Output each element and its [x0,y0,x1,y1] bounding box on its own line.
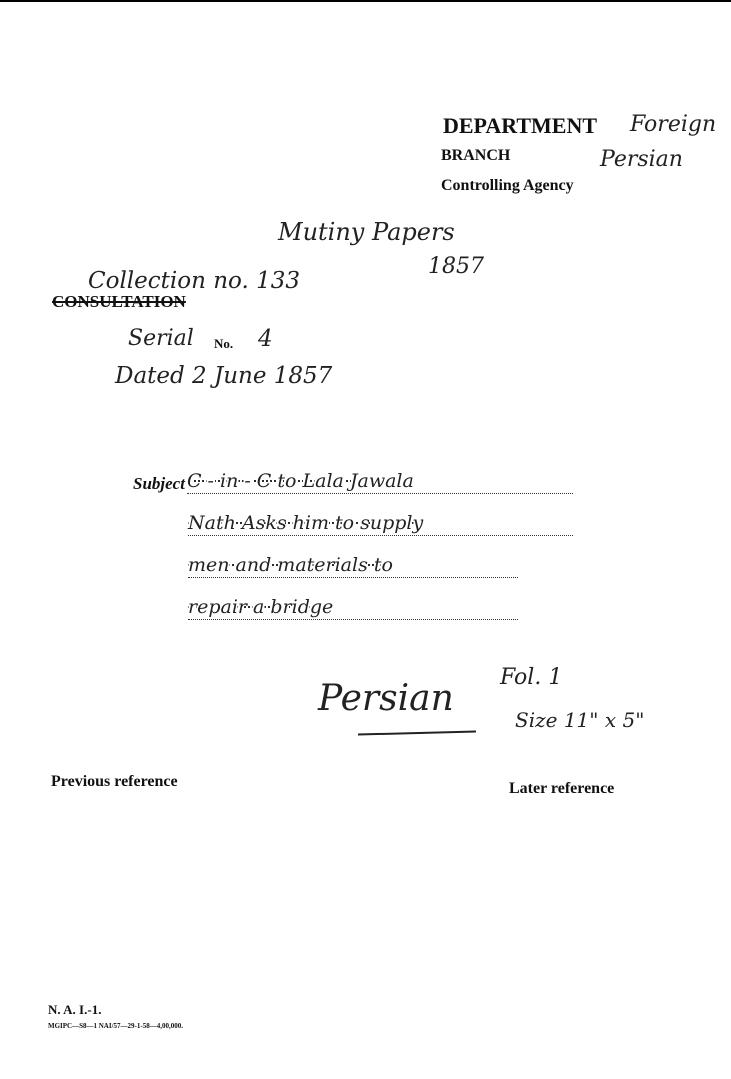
top-border [0,0,731,2]
subject-text-1: C - in - C to Lala Jawala [187,470,573,494]
subject-block [133,452,573,620]
branch-label: BRANCH [441,147,511,164]
subject-text-4: repair a bridge [188,596,518,620]
dated-line: Dated 2 June 1857 [115,363,333,389]
title-note-line1: Mutiny Papers [278,218,455,246]
footer-code: N. A. I.-1. [48,1002,102,1017]
department-value: Foreign [630,112,717,137]
branch-value: Persian [600,147,683,172]
language-underline [358,730,476,735]
department-label: DEPARTMENT [443,113,598,138]
serial-value: 4 [258,326,273,352]
controlling-agency-label: Controlling Agency [441,177,574,194]
subject-line-1 [133,452,573,494]
serial-prefix: Serial [128,326,194,351]
footer-print-line: MGIPC—S8—1 NAI/57—29-1-58—4,00,000. [48,1022,183,1030]
collection-number: Collection no. 133 [88,268,300,294]
subject-line-4 [133,578,518,620]
subject-text-2: Nath Asks him to supply [188,512,573,536]
size-note: Size 11" x 5" [515,708,645,732]
serial-no-label: No. [214,336,234,351]
language-note: Persian [318,678,454,719]
later-reference-label: Later reference [509,780,615,797]
subject-line-2 [133,494,573,536]
title-note-line2: 1857 [428,254,484,279]
subject-line-3 [133,536,518,578]
consultation-label: CONSULTATION [52,292,186,311]
folio-note: Fol. 1 [500,665,563,690]
subject-label: Subject [133,474,185,493]
previous-reference-label: Previous reference [51,773,178,790]
subject-text-3: men and materials to [188,554,518,578]
